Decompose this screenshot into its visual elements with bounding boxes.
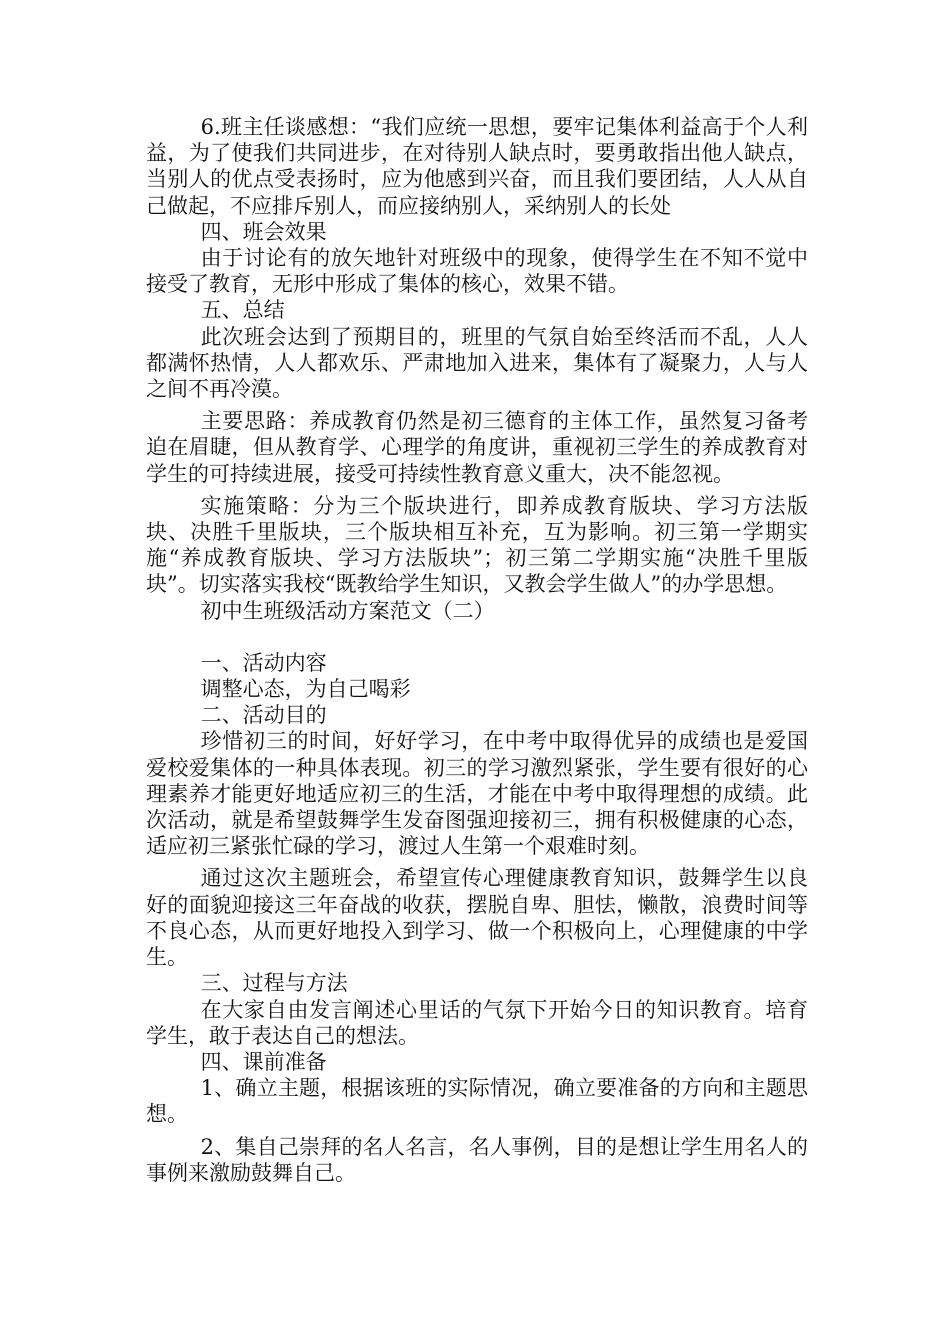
heading-activity-goal: 二、活动目的 [200, 703, 327, 728]
paragraph-effect: 由于讨论有的放矢地针对班级中的现象，使得学生在不知不觉中接受了教育，无形中形成了集体的核心，效果不错。 [146, 246, 808, 297]
document-page [146, 114, 808, 1186]
paragraph-main-idea: 主要思路：养成教育仍然是初三德育的主体工作，虽然复习备考迫在眉睫，但从教育学、心理学的角度讲，重视初三学生的养成教育对学生的可持续进展，接受可持续性教育意义重大，决不能忽视。 [146, 409, 808, 486]
heading-summary: 五、总结 [200, 298, 285, 323]
heading-process-method: 三、过程与方法 [200, 971, 348, 996]
paragraph-prep-2: 2、集自己崇拜的名人名言，名人事例，目的是想让学生用名人的事例来激励鼓舞自己。 [146, 1134, 808, 1185]
paragraph-teacher-remarks: 6.班主任谈感想：“我们应统一思想，要牢记集体利益高于个人利益，为了使我们共同进步，在对待别人缺点时，要勇敢指出他人缺点，当别人的优点受表扬时，应为他感到兴奋，而且我们要团结，人人从自己做起，不应排斥别人，而应接纳别人，采纳别人的长处 [146, 115, 808, 218]
heading-meeting-effect: 四、班会效果 [200, 219, 327, 244]
section-title-part-two: 初中生班级活动方案范文（二） [200, 598, 495, 623]
paragraph-activity-content: 调整心态，为自己喝彩 [200, 677, 411, 702]
paragraph-prep-1: 1、确立主题，根据该班的实际情况，确立要准备的方向和主题思想。 [146, 1076, 808, 1127]
paragraph-process-method: 在大家自由发言阐述心里话的气氛下开始今日的知识教育。培育学生，敢于表达自己的想法。 [146, 997, 808, 1048]
heading-activity-content: 一、活动内容 [200, 650, 327, 675]
paragraph-summary: 此次班会达到了预期目的，班里的气氛自始至终活而不乱，人人都满怀热情，人人都欢乐、严肃地加入进来，集体有了凝聚力，人与人之间不再冷漠。 [146, 324, 808, 402]
paragraph-strategy: 实施策略：分为三个版块进行，即养成教育版块、学习方法版块、决胜千里版块，三个版块相互补充，互为影响。初三第一学期实施“养成教育版块、学习方法版块”；初三第二学期实施“决胜千里版块”。切实落实我校“既教给学生知识，又教会学生做人”的办学思想。 [146, 493, 808, 597]
paragraph-activity-goal: 珍惜初三的时间，好好学习，在中考中取得优异的成绩也是爱国爱校爱集体的一种具体表现。初三的学习激烈紧张，学生要有很好的心理素养才能更好地适应初三的生活，才能在中考中取得理想的成绩。此次活动，就是希望鼓舞学生发奋图强迎接初三，拥有积极健康的心态，适应初三紧张忙碌的学习，渡过人生第一个艰难时刻。 [146, 729, 808, 859]
blank-line [146, 624, 808, 650]
paragraph-class-meeting: 通过这次主题班会，希望宣传心理健康教育知识，鼓舞学生以良好的面貌迎接这三年奋战的收获，摆脱自卑、胆怯，懒散，浪费时间等不良心态，从而更好地投入到学习、做一个积极向上，心理健康的中学生。 [146, 866, 808, 970]
heading-preparation: 四、课前准备 [200, 1049, 327, 1074]
